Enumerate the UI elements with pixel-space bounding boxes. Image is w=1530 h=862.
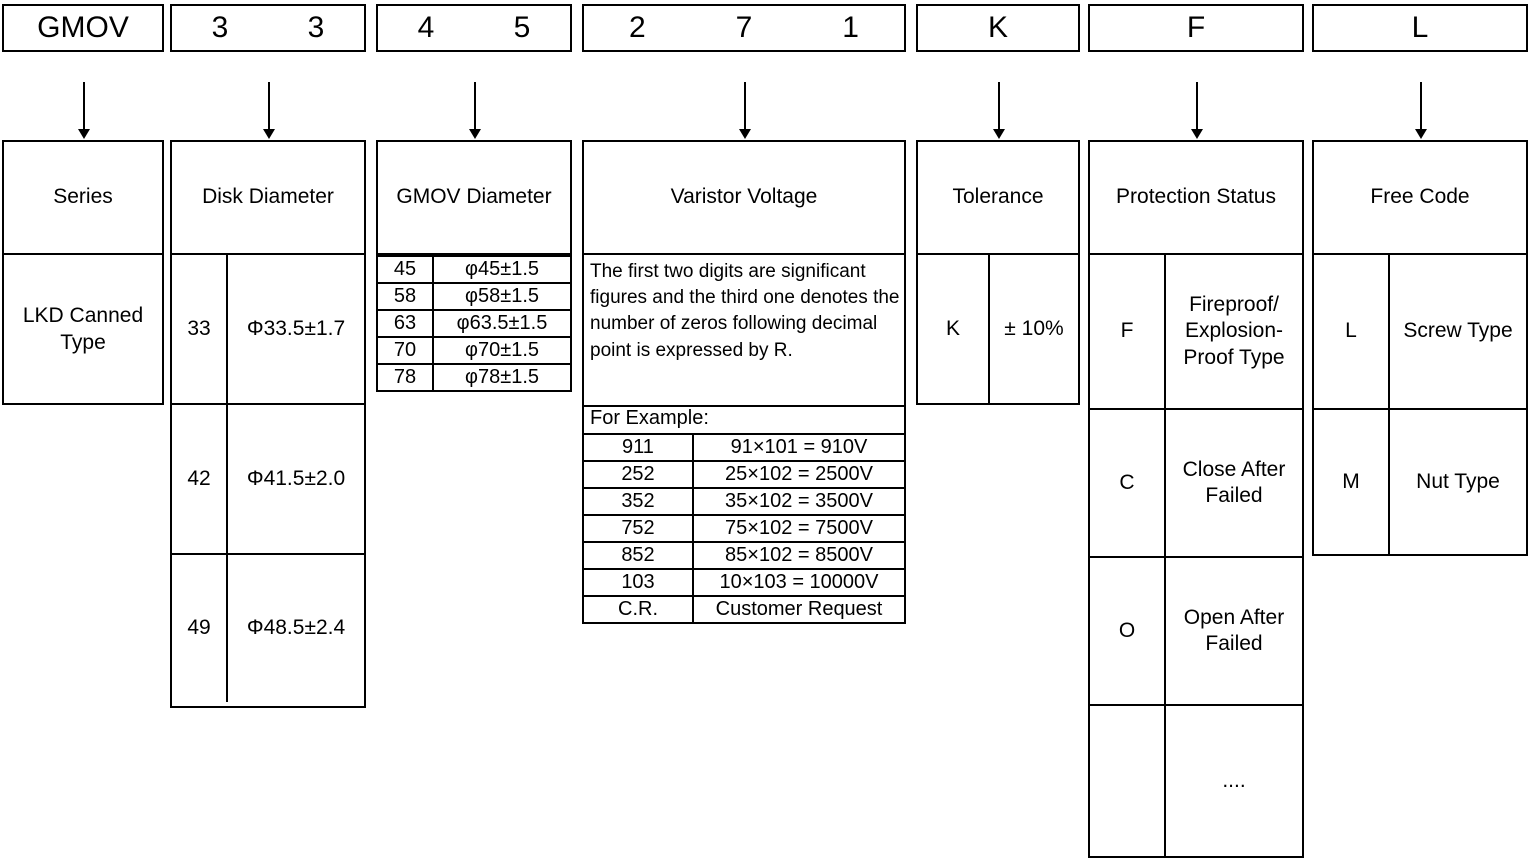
gmov-diameter-code: 45 — [377, 256, 433, 283]
example-code: 852 — [583, 542, 693, 569]
protection-status-code: F — [1090, 255, 1166, 408]
code-char: 1 — [842, 11, 859, 44]
example-value: 85×102 = 8500V — [693, 542, 905, 569]
table-row — [583, 488, 905, 515]
code-box-varistor-voltage — [582, 4, 906, 52]
gmov-diameter-value: φ58±1.5 — [433, 283, 571, 310]
example-code: 352 — [583, 488, 693, 515]
gmov-diameter-value: φ78±1.5 — [433, 364, 571, 391]
column-title-varistor-voltage: Varistor Voltage — [670, 185, 818, 209]
table-row — [172, 555, 364, 702]
code-box-disk-diameter — [170, 4, 366, 52]
arrow-down-icon-tolerance — [998, 82, 1000, 130]
column-protection-status — [1088, 140, 1304, 858]
example-code: 103 — [583, 569, 693, 596]
disk-diameter-code: 33 — [172, 255, 228, 403]
gmov-diameter-value: φ45±1.5 — [433, 256, 571, 283]
arrow-down-icon-protection-status — [1196, 82, 1198, 130]
column-tolerance — [916, 140, 1080, 405]
code-char: 4 — [417, 11, 435, 44]
tolerance-code: K — [918, 255, 990, 403]
code-char: K — [987, 11, 1008, 44]
code-box-series — [2, 4, 164, 52]
code-box-free-code — [1312, 4, 1528, 52]
arrow-down-icon-series — [83, 82, 85, 130]
table-row — [172, 405, 364, 555]
free-code-value: Nut Type — [1416, 469, 1500, 493]
arrow-down-icon-gmov-diameter — [474, 82, 476, 130]
example-code: C.R. — [583, 596, 693, 623]
code-box-protection-status — [1088, 4, 1304, 52]
table-row — [583, 596, 905, 623]
free-code-code: M — [1314, 410, 1390, 554]
disk-diameter-value: Φ33.5±1.7 — [246, 316, 346, 340]
disk-diameter-value: Φ48.5±2.4 — [246, 616, 346, 640]
gmov-diameter-code: 70 — [377, 337, 433, 364]
table-row — [583, 515, 905, 542]
disk-diameter-code: 42 — [172, 405, 228, 553]
varistor-voltage-description-box — [582, 255, 906, 410]
table-row — [1314, 410, 1526, 554]
code-char: 2 — [628, 11, 646, 44]
varistor-voltage-example-table — [582, 433, 906, 624]
example-value: 91×101 = 910V — [693, 434, 905, 461]
varistor-voltage-description: The first two digits are significant figures and the third one denotes the number of zeros following decimal point is expressed by R. — [590, 261, 900, 361]
gmov-diameter-value: φ63.5±1.5 — [433, 310, 571, 337]
table-row — [377, 256, 571, 283]
code-box-tolerance — [916, 4, 1080, 52]
table-row — [583, 569, 905, 596]
column-title-series: Series — [4, 142, 162, 255]
arrow-down-icon-disk-diameter — [268, 82, 270, 130]
column-title-disk-diameter: Disk Diameter — [172, 142, 364, 255]
example-code: 911 — [583, 434, 693, 461]
free-code-value: Screw Type — [1403, 319, 1513, 343]
column-free-code — [1312, 140, 1528, 556]
gmov-diameter-code: 78 — [377, 364, 433, 391]
varistor-voltage-example-label: For Example: — [590, 407, 709, 429]
example-value: 10×103 = 10000V — [693, 569, 905, 596]
protection-status-value: Fireproof/ Explosion-Proof Type — [1183, 293, 1285, 369]
example-value: 25×102 = 2500V — [693, 461, 905, 488]
column-title-tolerance: Tolerance — [918, 142, 1078, 255]
varistor-voltage-example-label-box — [582, 405, 906, 433]
table-row — [583, 461, 905, 488]
table-row — [377, 310, 571, 337]
table-row — [1314, 255, 1526, 410]
table-row — [1090, 558, 1302, 706]
example-value: Customer Request — [693, 596, 905, 623]
gmov-diameter-code: 58 — [377, 283, 433, 310]
gmov-diameter-value: φ70±1.5 — [433, 337, 571, 364]
protection-status-code: C — [1090, 410, 1166, 556]
code-char: 3 — [307, 11, 325, 44]
column-gmov-diameter — [376, 140, 572, 255]
protection-status-code — [1090, 706, 1166, 856]
column-disk-diameter — [170, 140, 366, 708]
protection-status-value: .... — [1222, 768, 1246, 792]
tolerance-value: ± 10% — [1004, 316, 1064, 340]
gmov-diameter-table — [376, 255, 572, 392]
column-title-free-code: Free Code — [1314, 142, 1526, 255]
part-code-bar — [0, 4, 1530, 52]
table-row — [172, 255, 364, 405]
example-code: 752 — [583, 515, 693, 542]
arrow-down-icon-free-code — [1420, 82, 1422, 130]
table-row — [1090, 706, 1302, 856]
column-varistor-voltage — [582, 140, 906, 255]
code-char: 5 — [513, 11, 531, 44]
free-code-code: L — [1314, 255, 1390, 408]
table-row — [1090, 410, 1302, 558]
disk-diameter-value: Φ41.5±2.0 — [246, 466, 346, 490]
table-row — [377, 364, 571, 391]
column-series — [2, 140, 164, 405]
example-code: 252 — [583, 461, 693, 488]
table-row — [1090, 255, 1302, 410]
protection-status-value: Open After Failed — [1183, 605, 1285, 655]
code-char: L — [1411, 11, 1429, 44]
code-char: 7 — [735, 11, 753, 44]
gmov-diameter-code: 63 — [377, 310, 433, 337]
series-value: LKD Canned Type — [22, 303, 144, 354]
code-box-gmov-diameter — [376, 4, 572, 52]
code-char: GMOV — [37, 11, 129, 44]
column-title-gmov-diameter: GMOV Diameter — [396, 185, 552, 209]
table-row — [583, 542, 905, 569]
code-char: F — [1186, 11, 1206, 44]
column-title-protection-status: Protection Status — [1090, 142, 1302, 255]
table-row — [583, 434, 905, 461]
disk-diameter-code: 49 — [172, 555, 228, 702]
arrow-down-icon-varistor-voltage — [744, 82, 746, 130]
table-row — [377, 283, 571, 310]
example-value: 35×102 = 3500V — [693, 488, 905, 515]
protection-status-code: O — [1090, 558, 1166, 704]
example-value: 75×102 = 7500V — [693, 515, 905, 542]
table-row — [918, 255, 1078, 403]
code-char: 3 — [211, 11, 229, 44]
protection-status-value: Close After Failed — [1182, 457, 1286, 507]
table-row — [377, 337, 571, 364]
